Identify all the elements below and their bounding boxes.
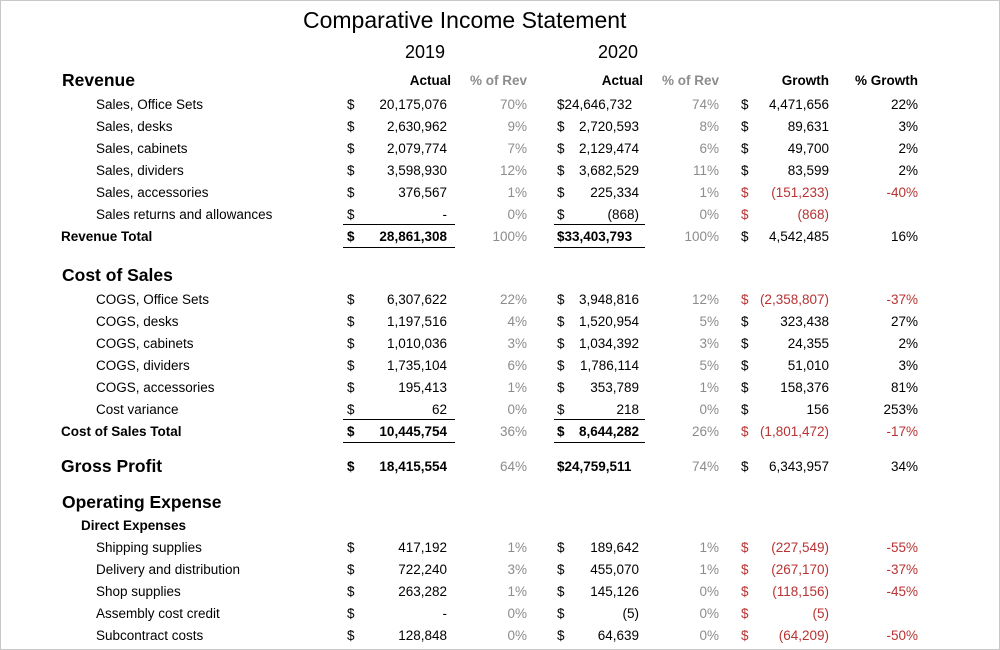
row-label: Sales, Office Sets bbox=[96, 97, 204, 112]
underline-2020 bbox=[554, 224, 645, 225]
currency-2019: $ bbox=[347, 628, 355, 643]
pct-growth: -37% bbox=[886, 292, 918, 307]
pct-rev-2019: 64% bbox=[499, 459, 527, 474]
row-label: Shop supplies bbox=[96, 584, 181, 599]
currency-2019: $ bbox=[347, 540, 355, 555]
growth-amount: 51,010 bbox=[787, 358, 829, 373]
amount-2019: 10,445,754 bbox=[379, 424, 447, 439]
row-label: COGS, Office Sets bbox=[96, 292, 210, 307]
row-label: COGS, desks bbox=[96, 314, 179, 329]
amount-2020: 8,644,282 bbox=[578, 424, 639, 439]
amount-2020: 225,334 bbox=[590, 185, 639, 200]
pct-rev-2020: 100% bbox=[684, 229, 719, 244]
amount-2020: 64,639 bbox=[597, 628, 639, 643]
currency-2020: $ bbox=[557, 606, 565, 621]
currency-growth: $ bbox=[741, 207, 749, 222]
pct-growth: -45% bbox=[886, 584, 918, 599]
amount-2020: 1,786,114 bbox=[579, 358, 639, 373]
pct-growth: 27% bbox=[890, 314, 918, 329]
pct-rev-2019: 4% bbox=[507, 314, 527, 329]
currency-2019: $ bbox=[347, 119, 355, 134]
pct-growth: 3% bbox=[898, 358, 918, 373]
pct-rev-2019: 1% bbox=[507, 380, 527, 395]
pct-growth: -40% bbox=[886, 185, 918, 200]
currency-2019: $ bbox=[347, 380, 355, 395]
growth-amount: (267,170) bbox=[771, 562, 829, 577]
pct-rev-2019: 0% bbox=[507, 207, 527, 222]
currency-growth: $ bbox=[741, 562, 749, 577]
amount-2020: $33,403,793 bbox=[557, 229, 633, 244]
page-title: Comparative Income Statement bbox=[303, 7, 627, 33]
currency-2019: $ bbox=[347, 424, 355, 439]
header-pct-rev-2019: % of Rev bbox=[469, 73, 527, 88]
currency-growth: $ bbox=[741, 336, 749, 351]
growth-amount: (868) bbox=[797, 207, 829, 222]
growth-amount: (118,156) bbox=[772, 584, 829, 599]
growth-amount: (64,209) bbox=[778, 628, 829, 643]
currency-2020: $ bbox=[557, 562, 565, 577]
amount-2020: 455,070 bbox=[590, 562, 639, 577]
amount-2020: 3,682,529 bbox=[578, 163, 639, 178]
row-label: Assembly cost credit bbox=[96, 606, 220, 621]
row-label: COGS, cabinets bbox=[96, 336, 194, 351]
pct-rev-2020: 5% bbox=[699, 358, 719, 373]
currency-2019: $ bbox=[347, 459, 355, 474]
currency-2019: $ bbox=[347, 402, 355, 417]
currency-2019: $ bbox=[347, 584, 355, 599]
pct-rev-2019: 0% bbox=[507, 628, 527, 643]
amount-2020: (5) bbox=[622, 606, 639, 621]
pct-rev-2020: 6% bbox=[699, 141, 719, 156]
currency-growth: $ bbox=[741, 314, 749, 329]
total-underline-2020 bbox=[554, 442, 645, 443]
pct-rev-2020: 0% bbox=[699, 606, 719, 621]
growth-amount: (1,801,472) bbox=[759, 424, 829, 439]
pct-rev-2019: 100% bbox=[492, 229, 527, 244]
growth-amount: 4,542,485 bbox=[768, 229, 829, 244]
amount-2020: 2,720,593 bbox=[578, 119, 639, 134]
amount-2020: 2,129,474 bbox=[578, 141, 639, 156]
row-label: Subcontract costs bbox=[96, 628, 204, 643]
amount-2019: - bbox=[442, 207, 447, 222]
growth-amount: 156 bbox=[806, 402, 829, 417]
pct-rev-2019: 1% bbox=[507, 584, 527, 599]
currency-growth: $ bbox=[741, 358, 749, 373]
pct-rev-2020: 0% bbox=[699, 207, 719, 222]
pct-rev-2020: 0% bbox=[699, 628, 719, 643]
currency-2019: $ bbox=[347, 97, 355, 112]
amount-2019: 28,861,308 bbox=[379, 229, 447, 244]
row-label: Sales, accessories bbox=[96, 185, 209, 200]
pct-rev-2019: 1% bbox=[507, 540, 527, 555]
amount-2019: 62 bbox=[431, 402, 447, 417]
pct-rev-2020: 1% bbox=[699, 185, 719, 200]
currency-growth: $ bbox=[741, 141, 749, 156]
row-label: Cost variance bbox=[96, 402, 179, 417]
growth-amount: 89,631 bbox=[787, 119, 829, 134]
pct-rev-2020: 1% bbox=[699, 540, 719, 555]
row-label: Sales, dividers bbox=[96, 163, 184, 178]
currency-2020: $ bbox=[557, 119, 565, 134]
header-actual-2019: Actual bbox=[409, 73, 451, 88]
pct-rev-2020: 11% bbox=[692, 163, 719, 178]
amount-2020: 353,789 bbox=[590, 380, 639, 395]
currency-2019: $ bbox=[347, 358, 355, 373]
currency-growth: $ bbox=[741, 628, 749, 643]
pct-rev-2019: 22% bbox=[499, 292, 527, 307]
pct-rev-2019: 70% bbox=[499, 97, 527, 112]
pct-rev-2020: 0% bbox=[699, 402, 719, 417]
currency-growth: $ bbox=[741, 584, 749, 599]
amount-2020: 145,126 bbox=[590, 584, 639, 599]
section-operating-expense: Operating Expense bbox=[62, 492, 222, 512]
row-label: Sales returns and allowances bbox=[96, 207, 273, 222]
pct-rev-2020: 8% bbox=[699, 119, 719, 134]
amount-2020: (868) bbox=[607, 207, 639, 222]
pct-rev-2020: 1% bbox=[699, 562, 719, 577]
pct-growth: 2% bbox=[898, 141, 918, 156]
growth-amount: (2,358,807) bbox=[759, 292, 829, 307]
growth-amount: (151,233) bbox=[771, 185, 829, 200]
pct-rev-2019: 7% bbox=[507, 141, 527, 156]
amount-2019: 1,197,516 bbox=[386, 314, 447, 329]
row-label: COGS, accessories bbox=[96, 380, 215, 395]
pct-rev-2020: 26% bbox=[691, 424, 719, 439]
row-label: Delivery and distribution bbox=[96, 562, 241, 577]
pct-growth: 2% bbox=[898, 163, 918, 178]
growth-amount: 158,376 bbox=[780, 380, 829, 395]
currency-2020: $ bbox=[557, 424, 565, 439]
amount-2019: 417,192 bbox=[398, 540, 447, 555]
growth-amount: 6,343,957 bbox=[768, 459, 829, 474]
pct-rev-2019: 9% bbox=[507, 119, 527, 134]
pct-growth: 34% bbox=[890, 459, 918, 474]
underline-2019 bbox=[343, 224, 455, 225]
amount-2019: 3,598,930 bbox=[386, 163, 447, 178]
underline-2019 bbox=[343, 419, 455, 420]
amount-2020: 1,034,392 bbox=[578, 336, 639, 351]
total-underline-2020 bbox=[554, 247, 645, 248]
pct-rev-2020: 74% bbox=[691, 97, 719, 112]
currency-growth: $ bbox=[741, 163, 749, 178]
pct-rev-2019: 36% bbox=[499, 424, 527, 439]
year-2019-header: 2019 bbox=[405, 42, 446, 62]
amount-2019: 1,735,104 bbox=[386, 358, 447, 373]
amount-2019: 2,079,774 bbox=[386, 141, 447, 156]
currency-growth: $ bbox=[741, 380, 749, 395]
currency-2019: $ bbox=[347, 141, 355, 156]
amount-2019: 722,240 bbox=[398, 562, 447, 577]
section-cost-of-sales: Cost of Sales bbox=[62, 265, 173, 285]
total-underline-2019 bbox=[343, 442, 455, 443]
amount-2019: 263,282 bbox=[398, 584, 447, 599]
currency-2020: $ bbox=[557, 628, 565, 643]
amount-2020: $24,759,511 bbox=[557, 459, 632, 474]
currency-2020: $ bbox=[557, 163, 565, 178]
currency-2019: $ bbox=[347, 292, 355, 307]
currency-2020: $ bbox=[557, 540, 565, 555]
currency-2020: $ bbox=[557, 292, 565, 307]
row-label: Sales, cabinets bbox=[96, 141, 188, 156]
currency-2019: $ bbox=[347, 314, 355, 329]
row-label: Sales, desks bbox=[96, 119, 173, 134]
currency-growth: $ bbox=[741, 540, 749, 555]
pct-rev-2019: 0% bbox=[507, 606, 527, 621]
pct-rev-2020: 1% bbox=[699, 380, 719, 395]
pct-growth: -55% bbox=[886, 540, 918, 555]
row-label: Revenue Total bbox=[61, 229, 153, 244]
currency-2019: $ bbox=[347, 229, 355, 244]
header-pct-growth: % Growth bbox=[855, 73, 918, 88]
amount-2020: 218 bbox=[616, 402, 639, 417]
underline-2020 bbox=[554, 419, 645, 420]
pct-growth: 3% bbox=[898, 119, 918, 134]
amount-2019: 20,175,076 bbox=[379, 97, 447, 112]
currency-growth: $ bbox=[741, 606, 749, 621]
currency-2020: $ bbox=[557, 185, 565, 200]
pct-rev-2019: 6% bbox=[507, 358, 527, 373]
currency-growth: $ bbox=[741, 424, 749, 439]
year-2020-header: 2020 bbox=[598, 42, 639, 62]
pct-growth: -50% bbox=[886, 628, 918, 643]
pct-rev-2020: 5% bbox=[699, 314, 719, 329]
pct-rev-2019: 1% bbox=[507, 185, 527, 200]
pct-rev-2019: 3% bbox=[507, 562, 527, 577]
currency-2020: $ bbox=[557, 141, 565, 156]
currency-2019: $ bbox=[347, 207, 355, 222]
currency-2019: $ bbox=[347, 185, 355, 200]
row-label: COGS, dividers bbox=[96, 358, 190, 373]
currency-2020: $ bbox=[557, 314, 565, 329]
currency-growth: $ bbox=[741, 97, 749, 112]
pct-rev-2020: 74% bbox=[691, 459, 719, 474]
section-revenue: Revenue bbox=[62, 70, 135, 90]
amount-2020: $24,646,732 bbox=[557, 97, 633, 112]
currency-growth: $ bbox=[741, 119, 749, 134]
pct-growth: 253% bbox=[883, 402, 918, 417]
pct-growth: 22% bbox=[890, 97, 918, 112]
growth-amount: 24,355 bbox=[787, 336, 829, 351]
growth-amount: 49,700 bbox=[787, 141, 829, 156]
pct-rev-2019: 12% bbox=[499, 163, 527, 178]
currency-growth: $ bbox=[741, 292, 749, 307]
amount-2019: 6,307,622 bbox=[386, 292, 447, 307]
pct-growth: 16% bbox=[890, 229, 918, 244]
amount-2019: 2,630,962 bbox=[386, 119, 447, 134]
growth-amount: 83,599 bbox=[787, 163, 829, 178]
amount-2020: 1,520,954 bbox=[578, 314, 639, 329]
currency-2019: $ bbox=[347, 336, 355, 351]
header-growth: Growth bbox=[781, 73, 829, 88]
total-underline-2019 bbox=[343, 247, 455, 248]
growth-amount: (227,549) bbox=[771, 540, 829, 555]
currency-growth: $ bbox=[741, 402, 749, 417]
growth-amount: 323,438 bbox=[780, 314, 829, 329]
amount-2019: 128,848 bbox=[398, 628, 447, 643]
pct-rev-2020: 3% bbox=[699, 336, 719, 351]
currency-growth: $ bbox=[741, 229, 749, 244]
amount-2019: 195,413 bbox=[398, 380, 447, 395]
amount-2019: - bbox=[442, 606, 447, 621]
pct-rev-2020: 12% bbox=[691, 292, 719, 307]
growth-amount: (5) bbox=[812, 606, 829, 621]
header-pct-rev-2020: % of Rev bbox=[661, 73, 719, 88]
amount-2019: 1,010,036 bbox=[386, 336, 447, 351]
currency-2019: $ bbox=[347, 562, 355, 577]
currency-2019: $ bbox=[347, 606, 355, 621]
pct-rev-2019: 0% bbox=[507, 402, 527, 417]
row-label: Shipping supplies bbox=[96, 540, 202, 555]
currency-growth: $ bbox=[741, 185, 749, 200]
pct-growth: 2% bbox=[898, 336, 918, 351]
currency-2019: $ bbox=[347, 163, 355, 178]
row-label: Gross Profit bbox=[61, 456, 163, 476]
currency-2020: $ bbox=[557, 380, 565, 395]
pct-growth: -17% bbox=[886, 424, 918, 439]
pct-rev-2019: 3% bbox=[507, 336, 527, 351]
amount-2020: 3,948,816 bbox=[578, 292, 639, 307]
currency-2020: $ bbox=[557, 402, 565, 417]
amount-2019: 376,567 bbox=[398, 185, 447, 200]
currency-2020: $ bbox=[557, 584, 565, 599]
currency-2020: $ bbox=[557, 358, 565, 373]
row-label: Cost of Sales Total bbox=[61, 424, 182, 439]
header-actual-2020: Actual bbox=[601, 73, 643, 88]
amount-2020: 189,642 bbox=[590, 540, 639, 555]
pct-growth: -37% bbox=[886, 562, 918, 577]
amount-2019: 18,415,554 bbox=[379, 459, 447, 474]
currency-growth: $ bbox=[741, 459, 749, 474]
pct-growth: 81% bbox=[890, 380, 918, 395]
currency-2020: $ bbox=[557, 336, 565, 351]
currency-2020: $ bbox=[557, 207, 565, 222]
growth-amount: 4,471,656 bbox=[768, 97, 829, 112]
subsection-direct-expenses: Direct Expenses bbox=[81, 518, 187, 533]
pct-rev-2020: 0% bbox=[699, 584, 719, 599]
